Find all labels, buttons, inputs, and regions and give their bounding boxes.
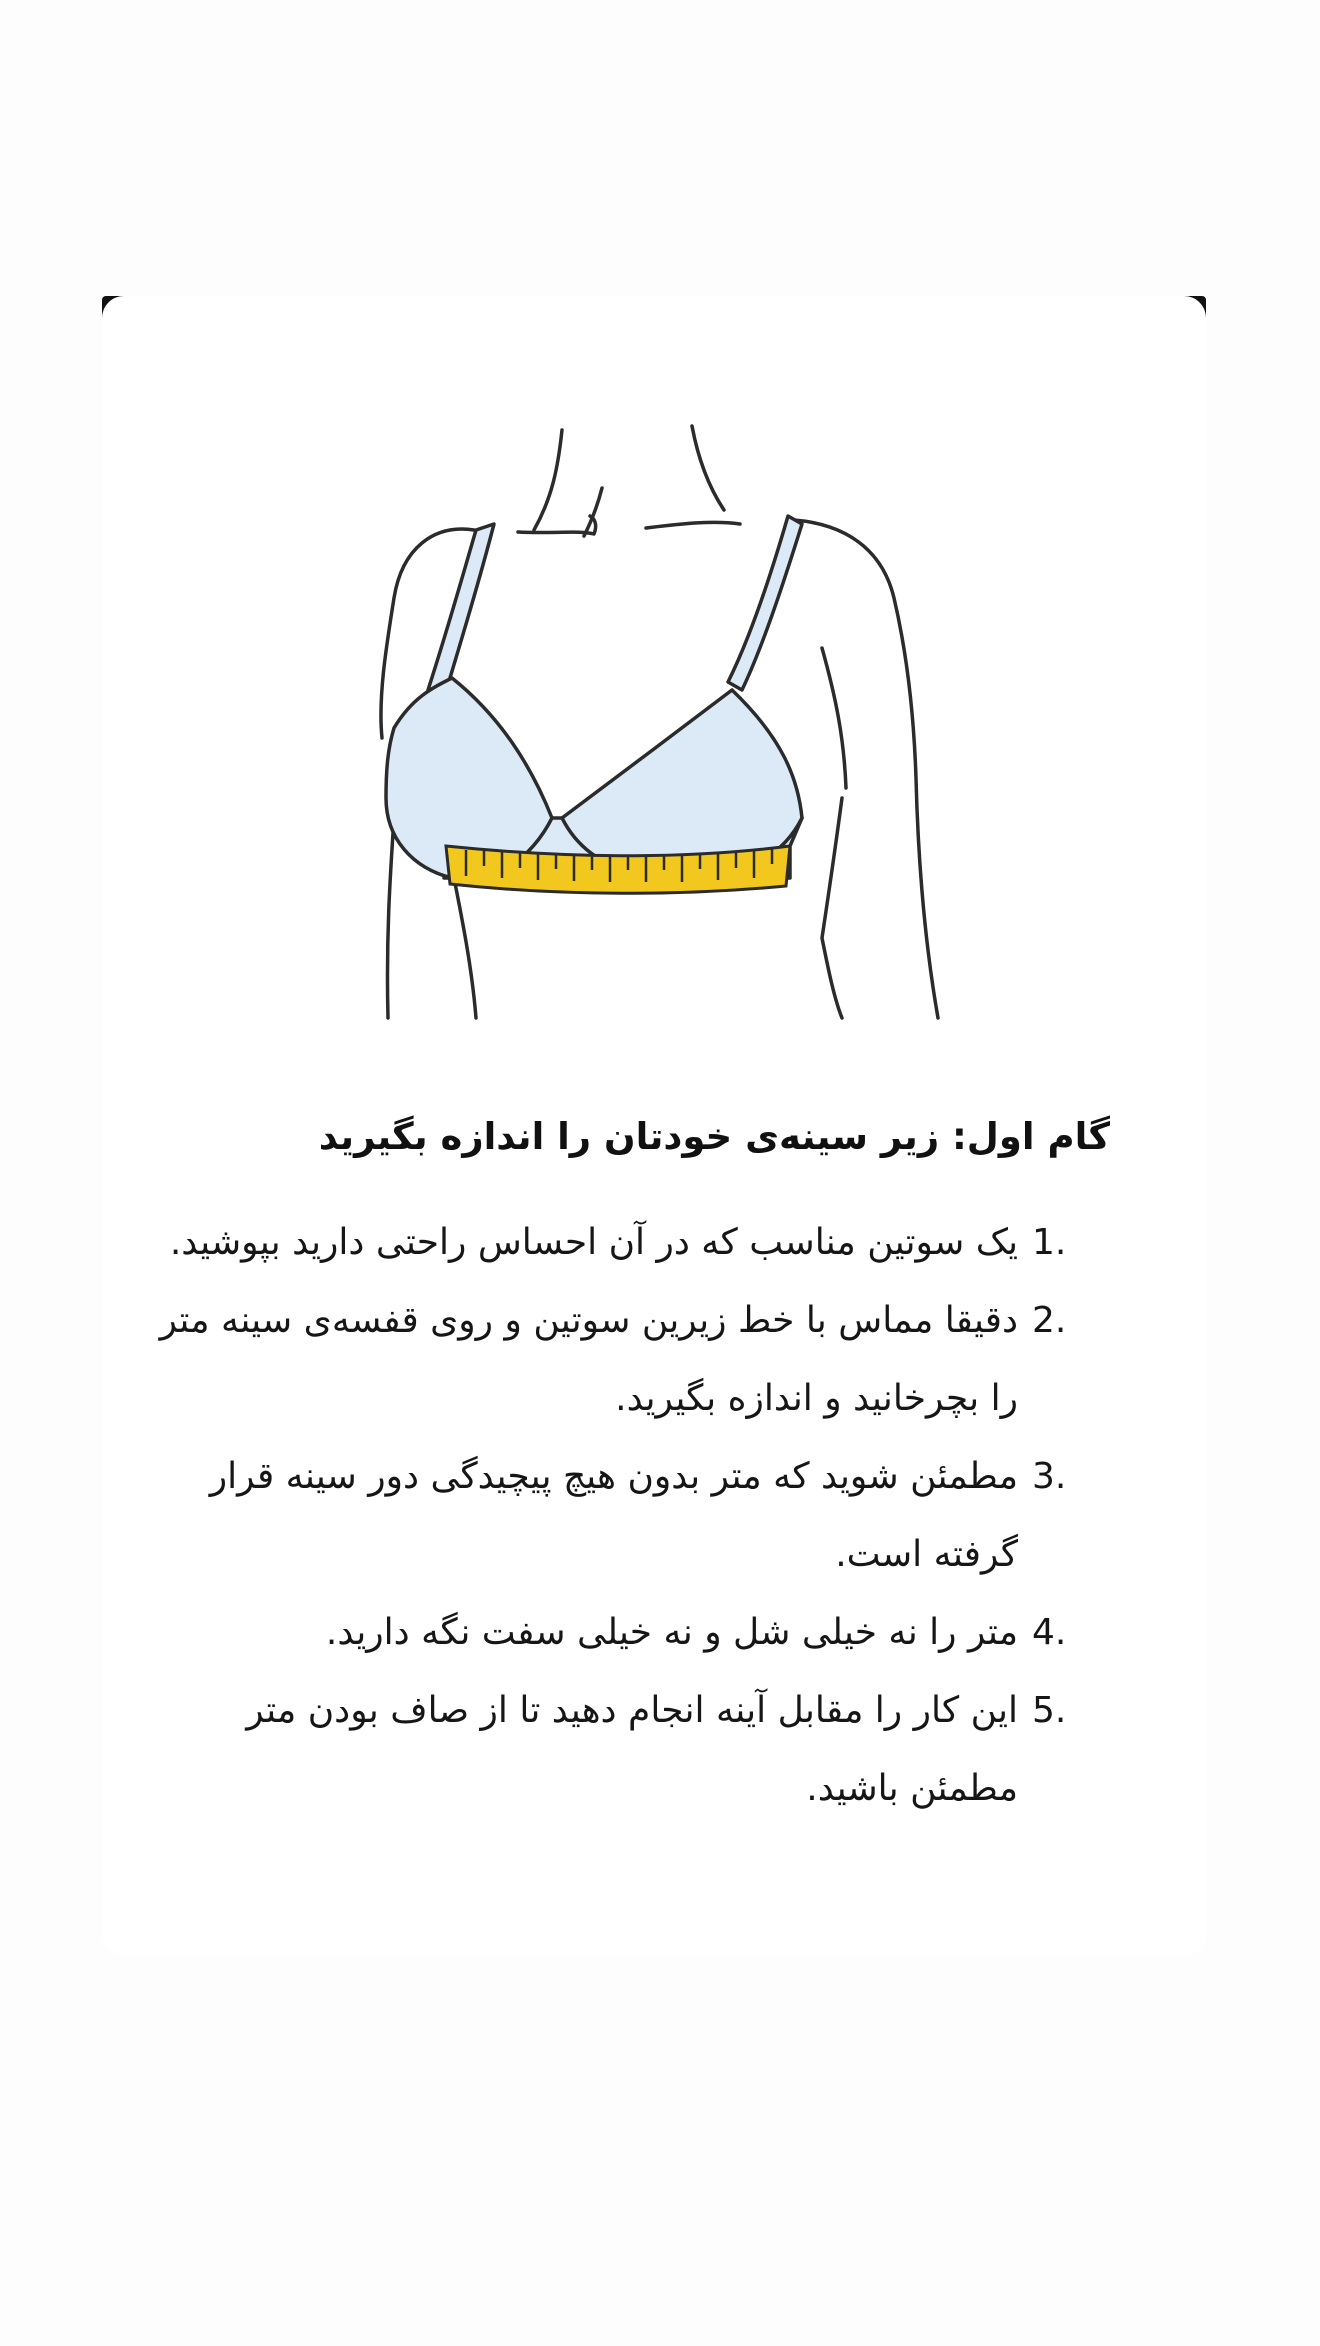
left-torso-side [452, 868, 476, 1018]
step-heading: گام اول: زیر سینه‌ی خودتان را اندازه بگیرید [318, 1115, 1110, 1158]
right-strap [728, 516, 802, 690]
step-text: متر را نه خیلی شل و نه خیلی سفت نگه دارید. [325, 1612, 1018, 1653]
list-item [150, 1282, 1110, 1438]
left-arm-lower [387, 818, 394, 1018]
neck-left-line [534, 430, 562, 530]
collarbone-right [646, 522, 740, 528]
step-number: 1. [1032, 1222, 1067, 1263]
step-text: مطمئن شوید که متر بدون هیچ پیچیدگی دور سینه قرار گرفته است. [209, 1456, 1018, 1575]
step-number: 2. [1032, 1300, 1067, 1341]
bra-measuring-illustration [262, 298, 1138, 1096]
steps-list [150, 1204, 1110, 1828]
step-number: 4. [1032, 1612, 1067, 1653]
list-item [150, 1438, 1110, 1594]
bra-illustration-svg [262, 298, 1138, 1096]
step-text: دقیقا مماس با خط زیرین سوتین و روی قفسه‌ی سینه متر را بچرخانید و اندازه بگیرید. [159, 1300, 1018, 1419]
step-text: این کار را مقابل آینه انجام دهید تا از صاف بودن متر مطمئن باشید. [246, 1690, 1018, 1809]
list-item [150, 1204, 1110, 1282]
right-torso-side [822, 798, 842, 1018]
list-item [150, 1594, 1110, 1672]
right-arm-inner [822, 648, 846, 788]
collarbone-mid [584, 488, 602, 536]
step-number: 3. [1032, 1456, 1067, 1497]
neck-right-line [692, 426, 724, 510]
bra-body [386, 516, 802, 880]
right-arm-outer [794, 520, 938, 1018]
list-item [150, 1672, 1110, 1828]
collarbone-left [518, 516, 596, 534]
instructions-section [150, 1098, 1110, 1828]
step-number: 5. [1032, 1690, 1067, 1731]
left-strap [428, 524, 494, 698]
step-text: یک سوتین مناسب که در آن احساس راحتی دارید بپوشید. [169, 1222, 1018, 1263]
